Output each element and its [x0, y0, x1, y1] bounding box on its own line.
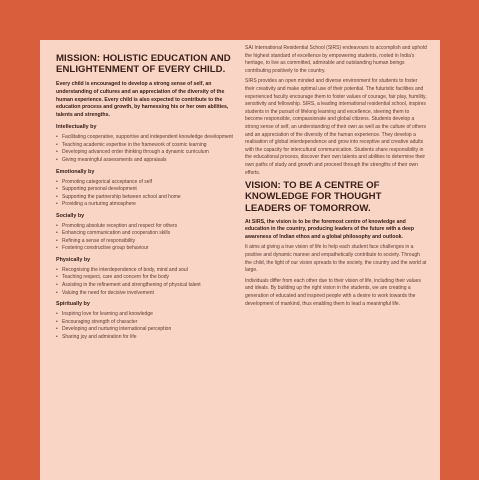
- list-item: • Refining a sense of responsibility: [56, 238, 236, 246]
- mission-title: MISSION: HOLISTIC EDUCATION AND ENLIGHTENMENT OF EVERY CHILD.: [56, 53, 231, 76]
- content-panel: [40, 40, 440, 480]
- vision-title: VISION: TO BE A CENTRE OF KNOWLEDGE FOR THOUGHT LEADERS OF TOMORROW.: [245, 180, 382, 214]
- section-title: Physically by: [56, 256, 91, 263]
- list-item: • Sharing joy and admiration for life: [56, 334, 236, 342]
- list-item: • Developing and nurturing international perception: [56, 326, 236, 334]
- mission-column: [56, 53, 236, 341]
- section-title: Emotionally by: [56, 168, 95, 175]
- list-item: • Valuing the need for decisive involvement: [56, 290, 236, 298]
- bullet-list: [56, 267, 236, 297]
- paragraph-true-vision: It aims at giving a true vision of life to help each student face challenges in a positive and dynamic manner and empathetically contribute to society. Through the child, the light of our vision spreads to the society, the country and the world at large.: [245, 244, 427, 274]
- list-item: • Teaching respect, care and concern for the body: [56, 274, 236, 282]
- mission-sections: [56, 124, 236, 341]
- paragraph-environment: SIRS provides an open minded and diverse environment for students to foster their creativity and make optimal use of their potential. The futuristic facilities and experienced faculty encourage them to foster values of courage, fair play, humility, sensitivity and fellowship. SIRS, a leading international residential school, inspires students in the pursuit of lifelong learning and excellence, steering them to become responsible, compassionate and global citizens. Students develop a strong sense of self, an understanding of their own as well as the culture of others and an appreciation of the diversity of the human experience. They develop a realisation of global interdependence and grow into receptive and creative adults with the capacity for intercultural communication. Students share responsibility in the educational process, discover their own talents and abilities to determine their own paths of study and growth and proceed through the strengths of their own efforts.: [245, 78, 427, 176]
- list-item: • Giving meaningful assessments and appraisals: [56, 157, 236, 165]
- list-item: • Inspiring love for learning and knowledge: [56, 311, 236, 319]
- list-item: • Teaching academic expertise in the framework of cosmic learning: [56, 142, 236, 150]
- section-title: Socially by: [56, 212, 85, 219]
- list-item: • Developing advanced order thinking through a dynamic curriculum: [56, 149, 236, 157]
- vision-column: [245, 45, 427, 311]
- list-item: • Assisting in the refinement and strengthening of physical talent: [56, 282, 236, 290]
- vision-intro: At SIRS, the vision is to be the foremost centre of knowledge and education in the country, producing leaders of the future with a deep awareness of Indian ethos and a global philosophy and outlook.: [245, 218, 415, 240]
- list-item: • Fostering constructive group behaviour: [56, 245, 236, 253]
- list-item: • Promoting absolute reception and respect for others: [56, 223, 236, 231]
- bullet-list: [56, 179, 236, 209]
- bullet-list: [56, 223, 236, 253]
- section-title: Intellectually by: [56, 124, 97, 131]
- list-item: • Promoting categorical acceptance of self: [56, 179, 236, 187]
- list-item: • Enhancing communication and cooperation skills: [56, 230, 236, 238]
- list-item: • Supporting personal development: [56, 186, 236, 194]
- mission-intro: Every child is encouraged to develop a strong sense of self, an understanding of cultures and an appreciation of the diversity of the human experience. Every child is also expected to contribute to the education process and growth, by harnessing his or her own abilities, talents and strengths.: [56, 81, 229, 118]
- list-item: • Facilitating cooperative, supportive and independent knowledge development: [56, 134, 236, 142]
- list-item: • Supporting the partnership between school and home: [56, 194, 236, 202]
- paragraph-individuals: Individuals differ from each other due to their vision of life, including their values and ideals. By building up the right vision in the students, we are creating a generation of educated and inspired people with a desire to work towards the development of mankind, thus enabling them to lead a meaningful life.: [245, 277, 421, 307]
- list-item: • Recognising the interdependence of body, mind and soul: [56, 267, 236, 275]
- list-item: • Providing a nurturing atmosphere: [56, 201, 236, 209]
- paragraph-school-overview: SAI International Residential School (SIRS) endeavours to accomplish and uphold the highest standard of excellence by empowering students, rooted in India's heritage, to live as committed, admirable and outstanding human beings contributing positively to the country.: [245, 45, 427, 74]
- bullet-list: [56, 311, 236, 341]
- bullet-list: [56, 134, 236, 164]
- list-item: • Encouraging strength of character: [56, 319, 236, 327]
- section-title: Spiritually by: [56, 301, 90, 308]
